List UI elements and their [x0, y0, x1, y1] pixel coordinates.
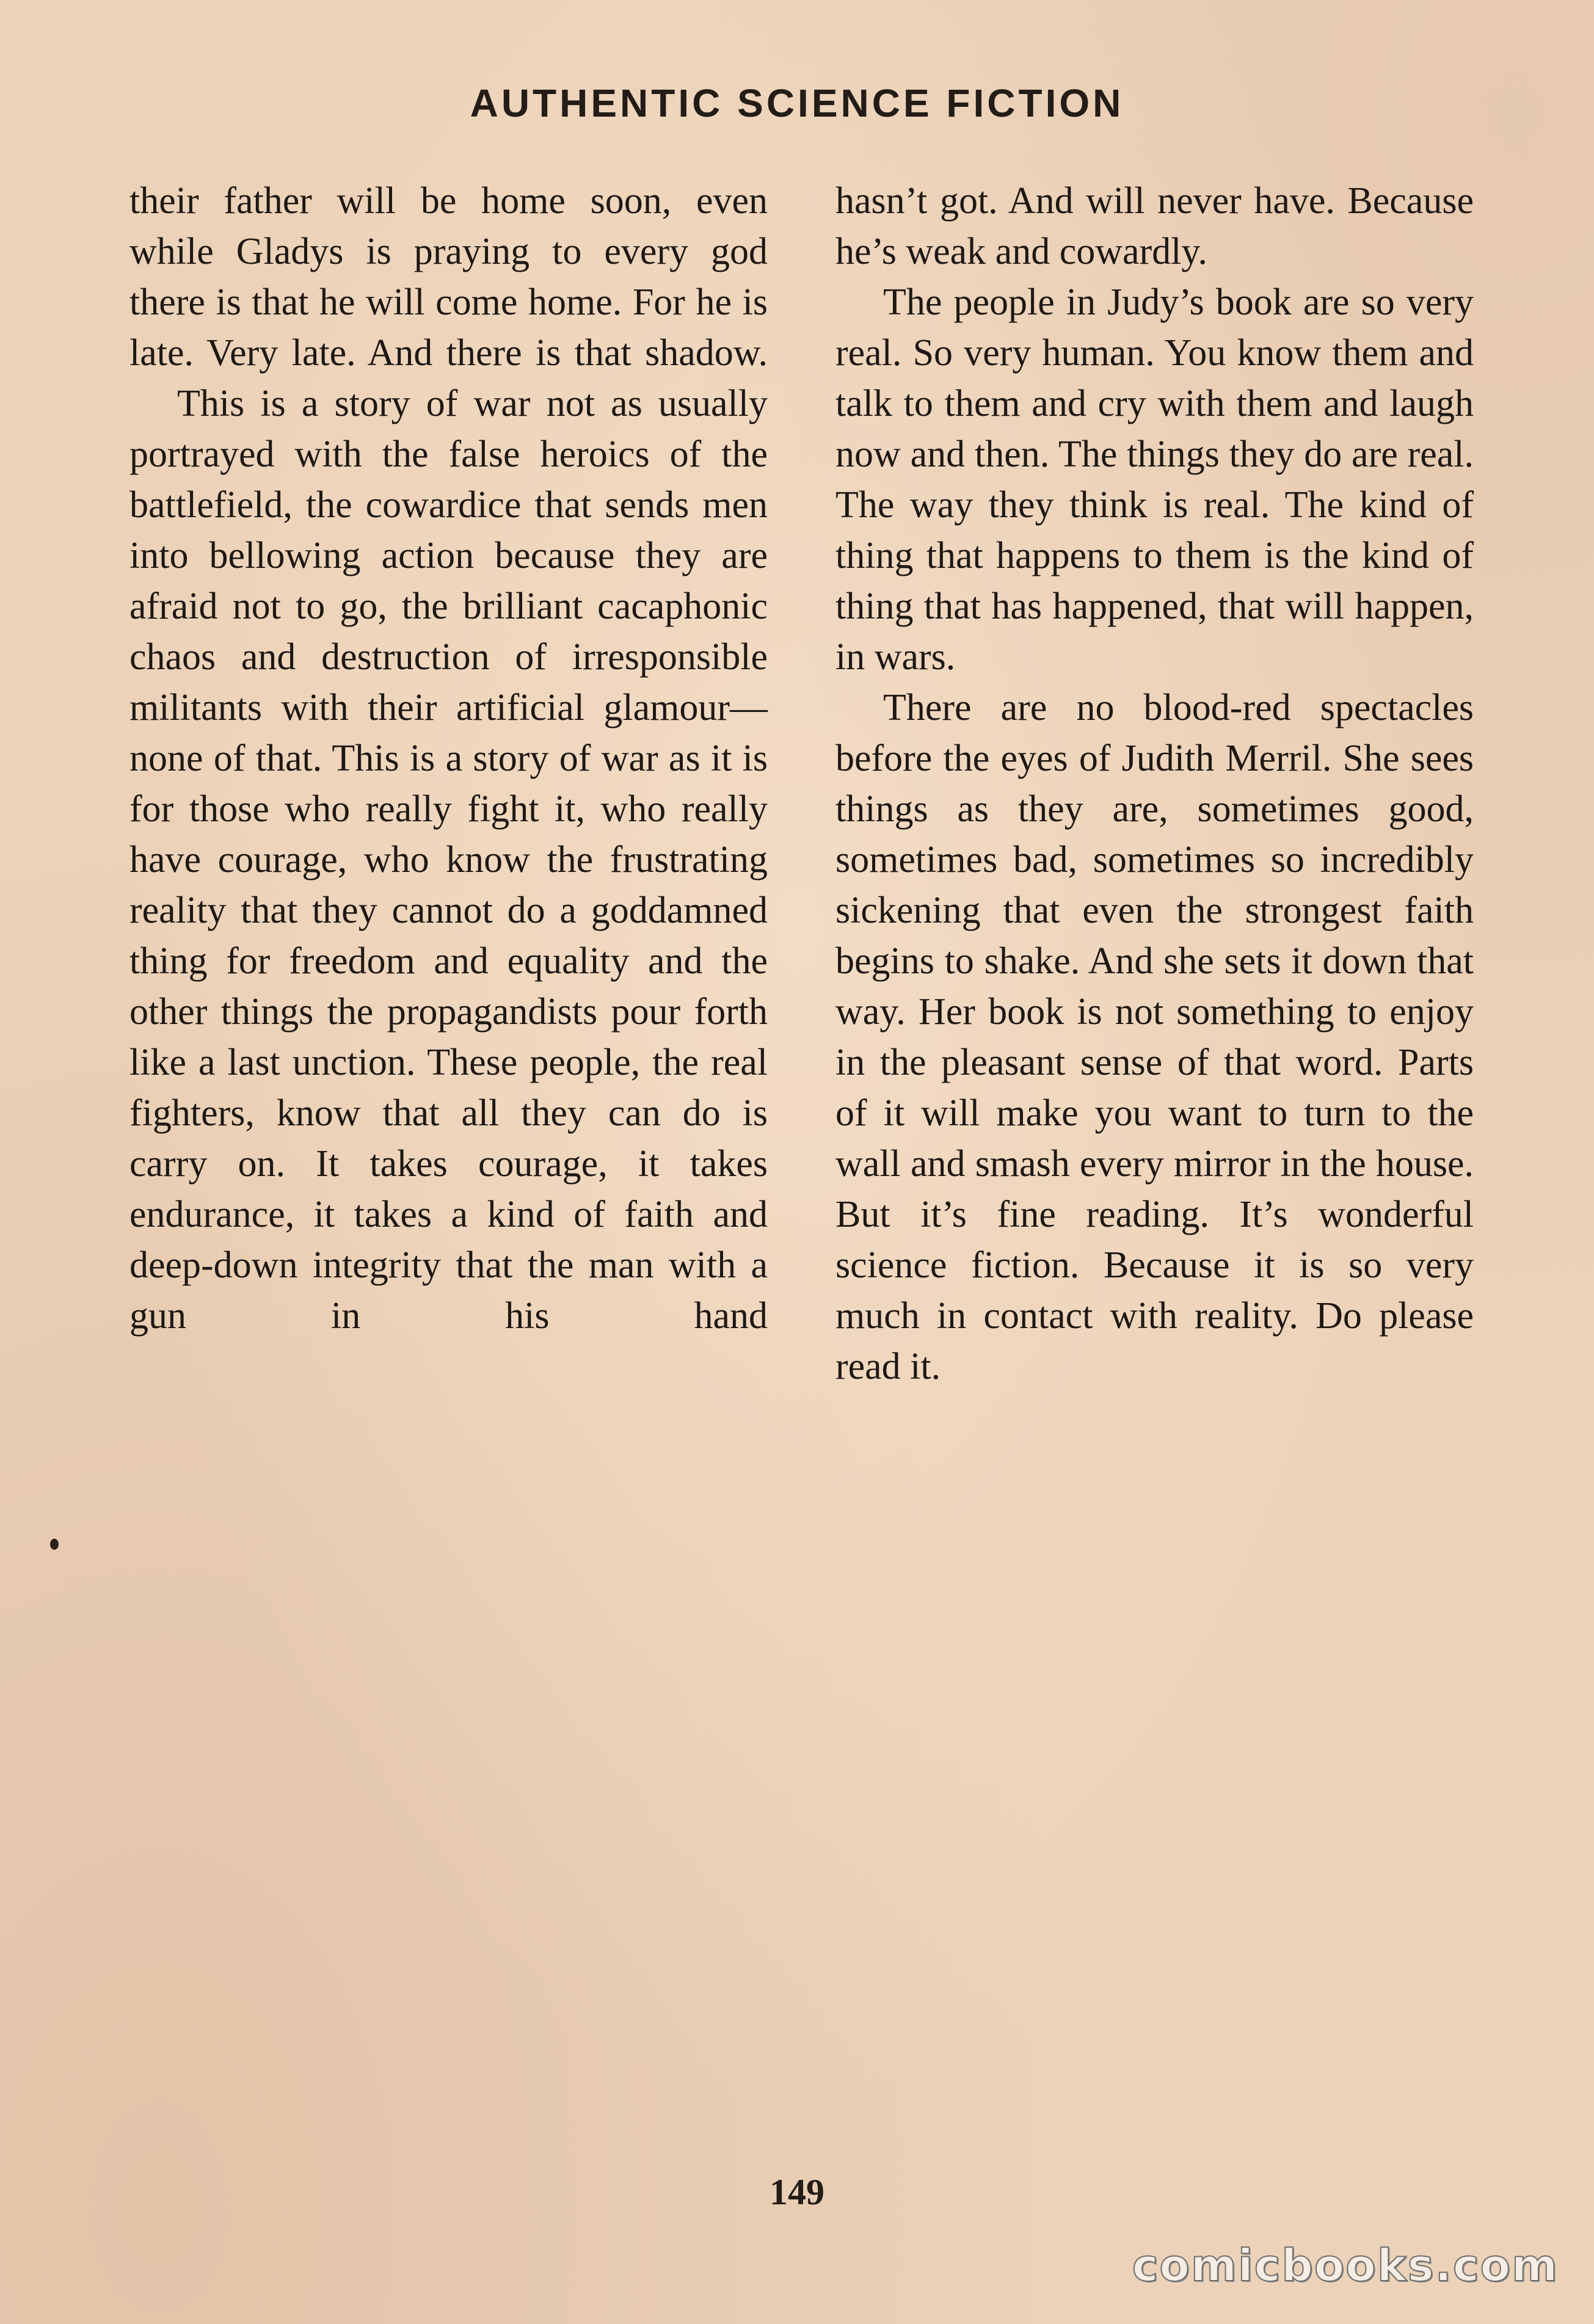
left-column [129, 176, 768, 1342]
ink-speck [50, 1539, 59, 1550]
paragraph: There are no blood-red spectacles before the eyes of Judith Merril. She sees things as they are, sometimes good, sometimes bad, sometimes so incredibly sickening that even the strongest faith begins to shake. And she sets it down that way. Her book is not something to enjoy in the pleasant sense of that word. Parts of it will make you want to turn to the wall and smash every mirror in the house. But it’s fine reading. It’s wonderful science fiction. Because it is so very much in contact with reality. Do please read it. [835, 687, 1474, 1387]
paragraph: The people in Judy’s book are so very real. So very human. You know them and talk to them and cry with them and laugh now and then. The things they do are real. The way they think is real. The kind of thing that happens to them is the kind of thing that has happened, that will happen, in wars. [835, 281, 1474, 678]
running-head: AUTHENTIC SCIENCE FICTION [470, 81, 1124, 125]
paragraph: their father will be home soon, even while Gladys is praying to every god there is that he will come home. For he is late. Very late. And there is that shadow. [129, 180, 768, 374]
page-number: 149 [770, 2172, 824, 2212]
paragraph: hasn’t got. And will never have. Because he’s weak and cowardly. [835, 180, 1474, 272]
right-column [835, 176, 1474, 1392]
watermark-logo: comicbooks.com [1132, 2240, 1559, 2291]
paragraph: This is a story of war not as usually portrayed with the false heroics of the battlefield, the cowardice that sends men into bellowing action because they are afraid not to go, the brilliant cacaphonic chaos and destruction of irresponsible militants with their artificial glamour—none of that. This is a story of war as it is for those who really fight it, who really have courage, who know the frustrating reality that they cannot do a goddamned thing for freedom and equality and the other things the propagandists pour forth like a last unction. These people, the real fighters, know that all they can do is carry on. It takes courage, it takes endurance, it takes a kind of faith and deep-down integrity that the man with a gun in his hand [129, 383, 768, 1337]
